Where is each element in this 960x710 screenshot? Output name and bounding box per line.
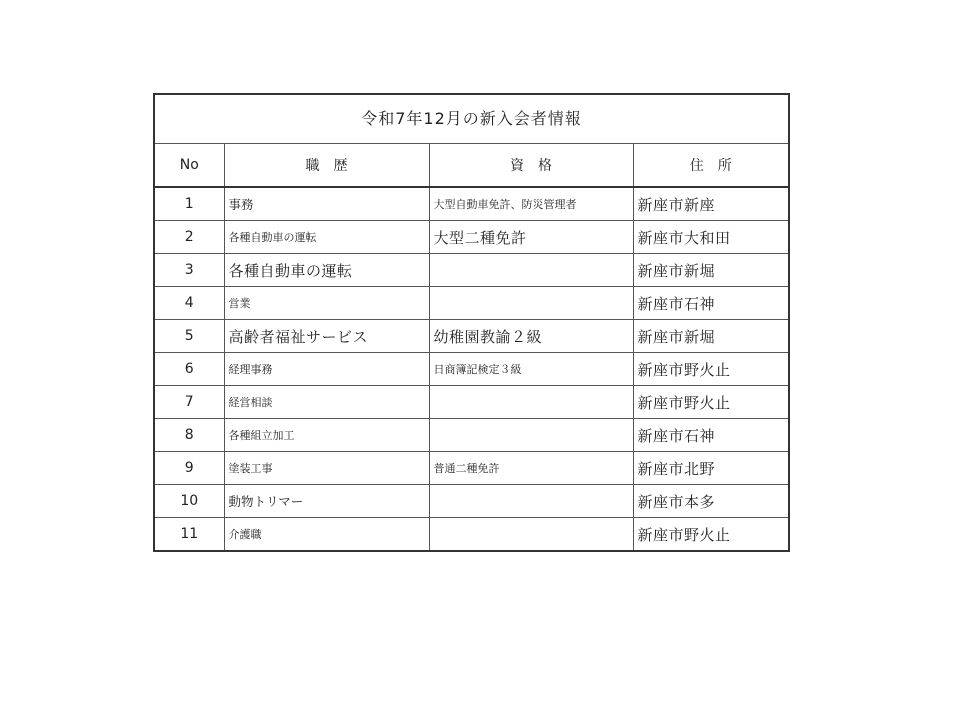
header-qual: 資 格 xyxy=(429,144,633,187)
table-row xyxy=(155,452,788,485)
sheet-title: 令和7年12月の新入会者情報 xyxy=(155,95,788,144)
cell-addr: 新座市新堀 xyxy=(633,254,788,287)
new-members-sheet xyxy=(153,93,790,552)
cell-addr: 新座市野火止 xyxy=(633,386,788,419)
cell-addr: 新座市野火止 xyxy=(633,518,788,551)
cell-qual xyxy=(429,254,633,287)
cell-qual: 普通二種免許 xyxy=(429,452,633,485)
cell-job: 動物トリマー xyxy=(224,485,429,518)
cell-qual: 大型自動車免許、防災管理者 xyxy=(429,187,633,221)
cell-no: 2 xyxy=(155,221,224,254)
table-row xyxy=(155,419,788,452)
cell-qual: 日商簿記検定３級 xyxy=(429,353,633,386)
cell-job: 営業 xyxy=(224,287,429,320)
cell-no: 10 xyxy=(155,485,224,518)
cell-addr: 新座市新座 xyxy=(633,187,788,221)
header-no: No xyxy=(155,144,224,187)
cell-addr: 新座市石神 xyxy=(633,419,788,452)
table-row xyxy=(155,187,788,221)
cell-no: 1 xyxy=(155,187,224,221)
cell-job: 各種組立加工 xyxy=(224,419,429,452)
cell-no: 3 xyxy=(155,254,224,287)
members-table xyxy=(155,144,788,550)
cell-job: 経理事務 xyxy=(224,353,429,386)
cell-addr: 新座市石神 xyxy=(633,287,788,320)
cell-job: 高齢者福祉サービス xyxy=(224,320,429,353)
table-row xyxy=(155,320,788,353)
header-job: 職 歴 xyxy=(224,144,429,187)
cell-job: 事務 xyxy=(224,187,429,221)
cell-qual: 幼稚園教諭２級 xyxy=(429,320,633,353)
cell-qual xyxy=(429,386,633,419)
table-row xyxy=(155,353,788,386)
table-row xyxy=(155,221,788,254)
cell-no: 9 xyxy=(155,452,224,485)
cell-addr: 新座市本多 xyxy=(633,485,788,518)
cell-qual: 大型二種免許 xyxy=(429,221,633,254)
table-row xyxy=(155,485,788,518)
cell-no: 11 xyxy=(155,518,224,551)
cell-addr: 新座市新堀 xyxy=(633,320,788,353)
cell-job: 各種自動車の運転 xyxy=(224,254,429,287)
header-addr: 住 所 xyxy=(633,144,788,187)
cell-qual xyxy=(429,485,633,518)
cell-addr: 新座市北野 xyxy=(633,452,788,485)
cell-addr: 新座市野火止 xyxy=(633,353,788,386)
cell-addr: 新座市大和田 xyxy=(633,221,788,254)
table-row xyxy=(155,254,788,287)
cell-qual xyxy=(429,419,633,452)
cell-job: 各種自動車の運転 xyxy=(224,221,429,254)
table-row xyxy=(155,287,788,320)
cell-no: 5 xyxy=(155,320,224,353)
cell-job: 介護職 xyxy=(224,518,429,551)
cell-qual xyxy=(429,287,633,320)
cell-no: 6 xyxy=(155,353,224,386)
cell-job: 経営相談 xyxy=(224,386,429,419)
cell-no: 4 xyxy=(155,287,224,320)
cell-no: 7 xyxy=(155,386,224,419)
header-row xyxy=(155,144,788,187)
cell-qual xyxy=(429,518,633,551)
cell-job: 塗装工事 xyxy=(224,452,429,485)
cell-no: 8 xyxy=(155,419,224,452)
table-row xyxy=(155,386,788,419)
table-row xyxy=(155,518,788,551)
